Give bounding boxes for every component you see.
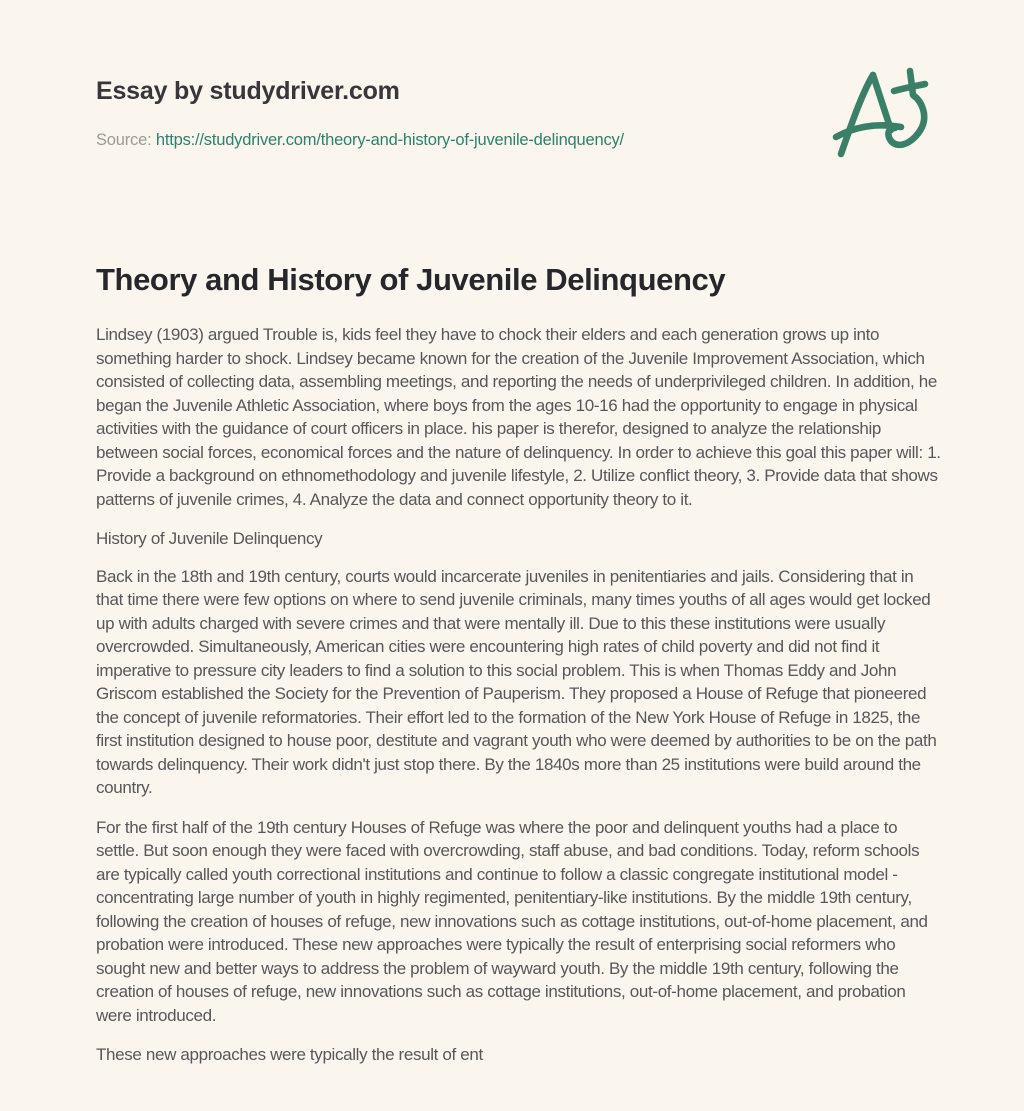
essay-paragraph-4-truncated: These new approaches were typically the result of ent [96,1045,483,1064]
essay-paragraph-3: For the first half of the 19th century Houses of Refuge was where the poor and delinquent youths had a place to settle. But soon enough they were faced with overcrowding, staff abuse, and bad conditions. Today, reform schools are typically called youth correctional institutions and continue to follow a classic congregate institutional model - concentrating large number of youth in highly regimented, penitentiary-like institutions. By the middle 19th century, following the creation of houses of refuge, new innovations such as cottage institutions, out-of-home placement, and probation were introduced. These new approaches were typically the result of enterprising social reformers who sought new and better ways to address the problem of wayward youth. By the middle 19th century, following the creation of houses of refuge, new innovations such as cottage institutions, out-of-home placement, and probation were introduced. [96,817,928,1025]
essay-title: Theory and History of Juvenile Delinquency [96,262,726,297]
essay-content [96,260,941,1067]
source-link[interactable]: https://studydriver.com/theory-and-history-of-juvenile-delinquency/ [155,131,624,149]
page-title: Essay by studydriver.com [96,77,400,105]
essay-paragraph-2: Back in the 18th and 19th century, courts would incarcerate juveniles in penitentiaries and jails. Considering that in that time there were few options on where to send juvenile criminals, many times youths of all ages would get locked up with adults charged with severe crimes and that were mentally ill. Due to this these institutions were usually overcrowded. Simultaneously, American cities were encountering high rates of child poverty and did not find it imperative to pressure city leaders to find a solution to this social problem. This is when Thomas Eddy and John Griscom established the Society for the Prevention of Pauperism. They proposed a House of Refuge that pioneered the concept of juvenile reformatories. Their effort led to the formation of the New York House of Refuge in 1825, the first institution designed to house poor, destitute and vagrant youth who were deemed by authorities to be on the path towards delinquency. Their work didn't just stop there. By the 1840s more than 25 institutions were build around the country. [96,566,937,797]
a-plus-logo-icon [828,66,930,160]
document-header [96,76,932,152]
source-label: Source: [96,131,152,149]
essay-intro-paragraph: Lindsey (1903) argued Trouble is, kids feel they have to chock their elders and each generation grows up into something harder to shock. Lindsey became known for the creation of the Juvenile Improvement Association, which consisted of collecting data, assembling meetings, and reporting the needs of underprivileged children. In addition, he began the Juvenile Athletic Association, where boys from the ages 10-16 had the opportunity to engage in physical activities with the guidance of court officers in place. his paper is therefor, designed to analyze the relationship between social forces, economical forces and the nature of delinquency. In order to achieve this goal this paper will: 1. Provide a background on ethnomethodology and juvenile lifestyle, 2. Utilize conflict theory, 3. Provide data that shows patterns of juvenile crimes, 4. Analyze the data and connect opportunity theory to it. [96,325,941,509]
source-line [96,128,932,152]
section-heading-history: History of Juvenile Delinquency [96,529,323,548]
essay-body [96,323,942,1067]
